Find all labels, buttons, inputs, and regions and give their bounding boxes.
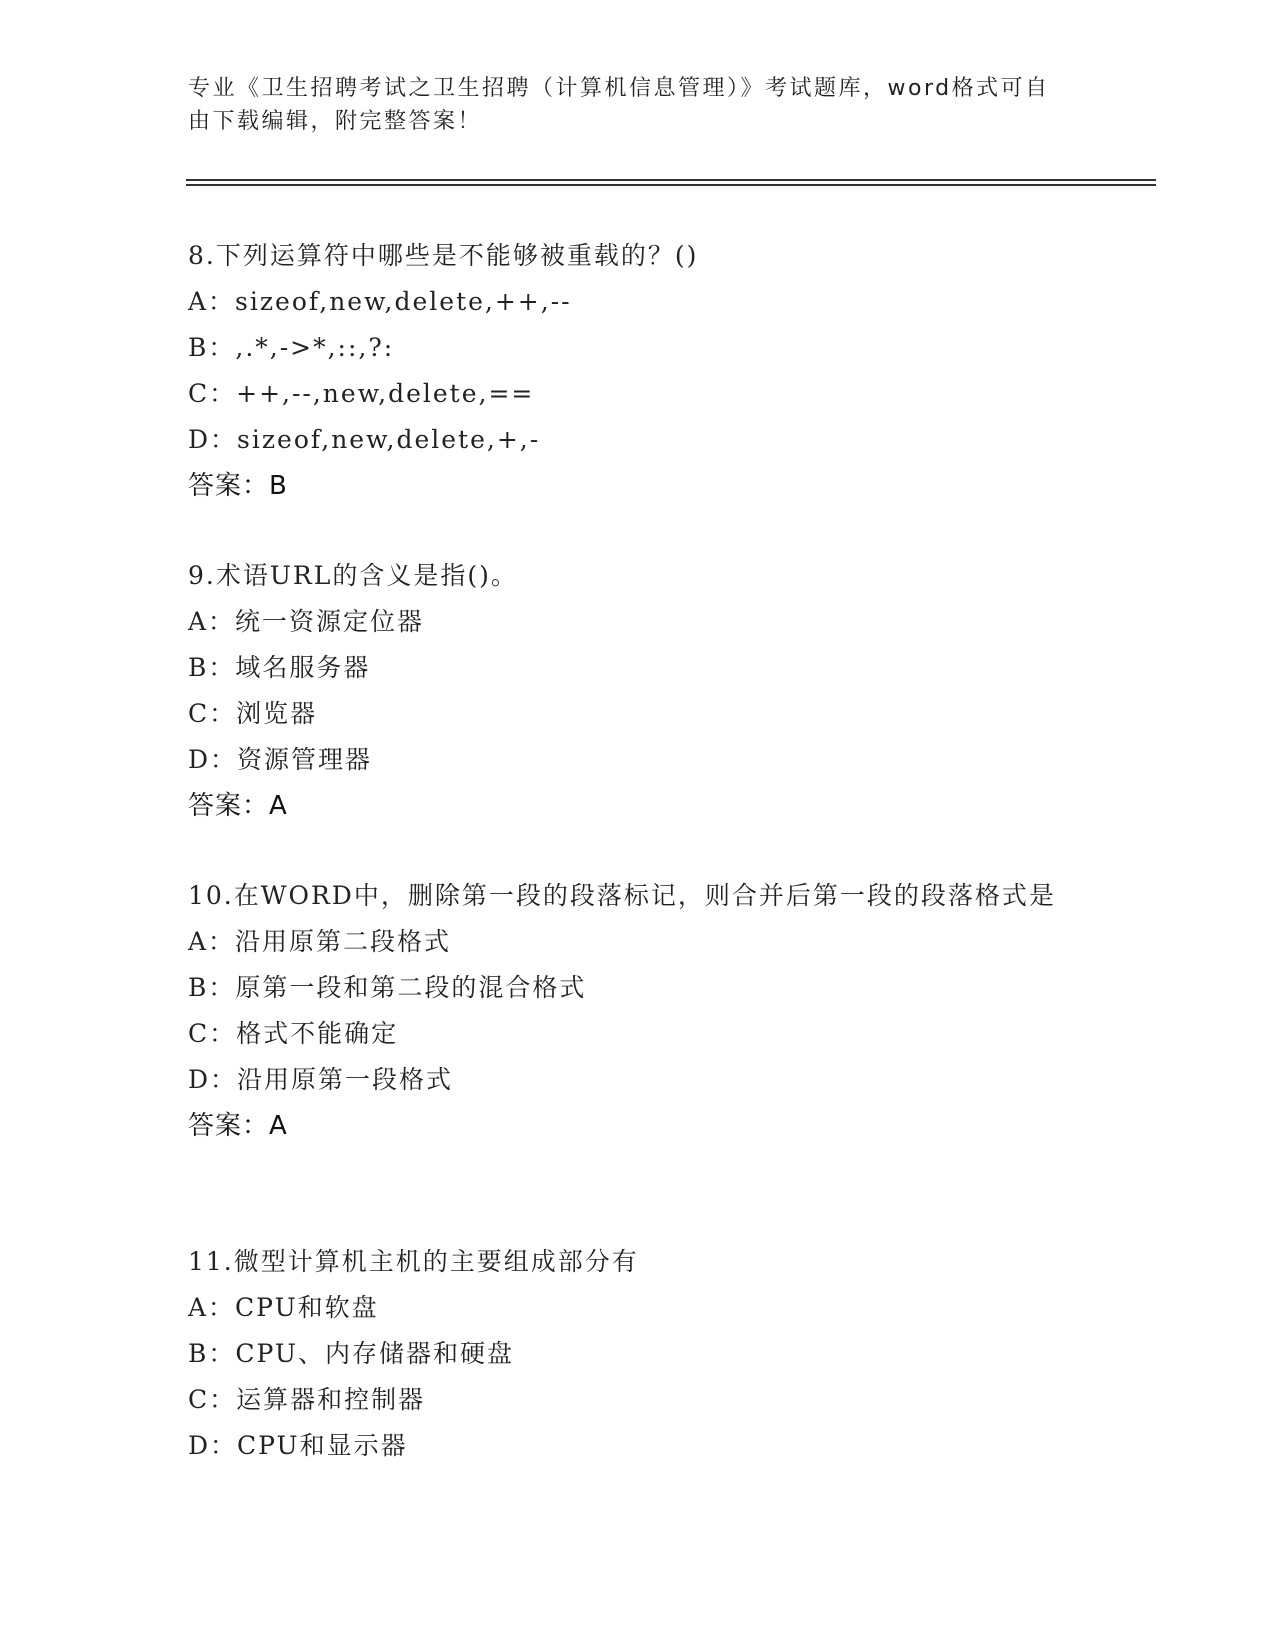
option-d: D：资源管理器 [188,745,373,774]
option-b: B：,.*,->*,::,?: [188,333,395,362]
question-stem: 10.在WORD中，删除第一段的段落标记，则合并后第一段的段落格式是 [188,881,1056,910]
option-a: A：沿用原第二段格式 [188,927,452,956]
option-c: C：浏览器 [188,699,318,728]
option-a: A：CPU和软盘 [188,1293,379,1322]
option-d: D：沿用原第一段格式 [188,1065,454,1094]
option-d: D：sizeof,new,delete,+,- [188,425,541,454]
question-9 [188,560,1088,822]
document-header: 专业《卫生招聘考试之卫生招聘（计算机信息管理）》考试题库，word格式可自由下载编辑，附完整答案！ [188,76,1050,134]
question-stem: 9.术语URL的含义是指()。 [188,561,518,590]
option-a: A：sizeof,new,delete,++,-- [188,287,572,316]
option-c: C：++,--,new,delete,== [188,379,535,408]
option-c: C：格式不能确定 [188,1019,399,1048]
option-b: B：域名服务器 [188,653,371,682]
question-stem: 8.下列运算符中哪些是不能够被重载的？() [188,241,699,270]
option-b: B：CPU、内存储器和硬盘 [188,1339,514,1368]
header-rule-bottom [186,184,1156,186]
header-rule-top [186,179,1156,181]
question-11 [188,1246,1088,1476]
option-b: B：原第一段和第二段的混合格式 [188,973,587,1002]
option-a: A：统一资源定位器 [188,607,425,636]
question-10 [188,880,1088,1142]
answer: 答案：A [188,791,288,821]
question-8 [188,240,1088,502]
answer: 答案：B [188,471,288,501]
answer: 答案：A [188,1111,288,1141]
option-d: D：CPU和显示器 [188,1431,408,1460]
option-c: C：运算器和控制器 [188,1385,426,1414]
question-stem: 11.微型计算机主机的主要组成部分有 [188,1247,639,1276]
